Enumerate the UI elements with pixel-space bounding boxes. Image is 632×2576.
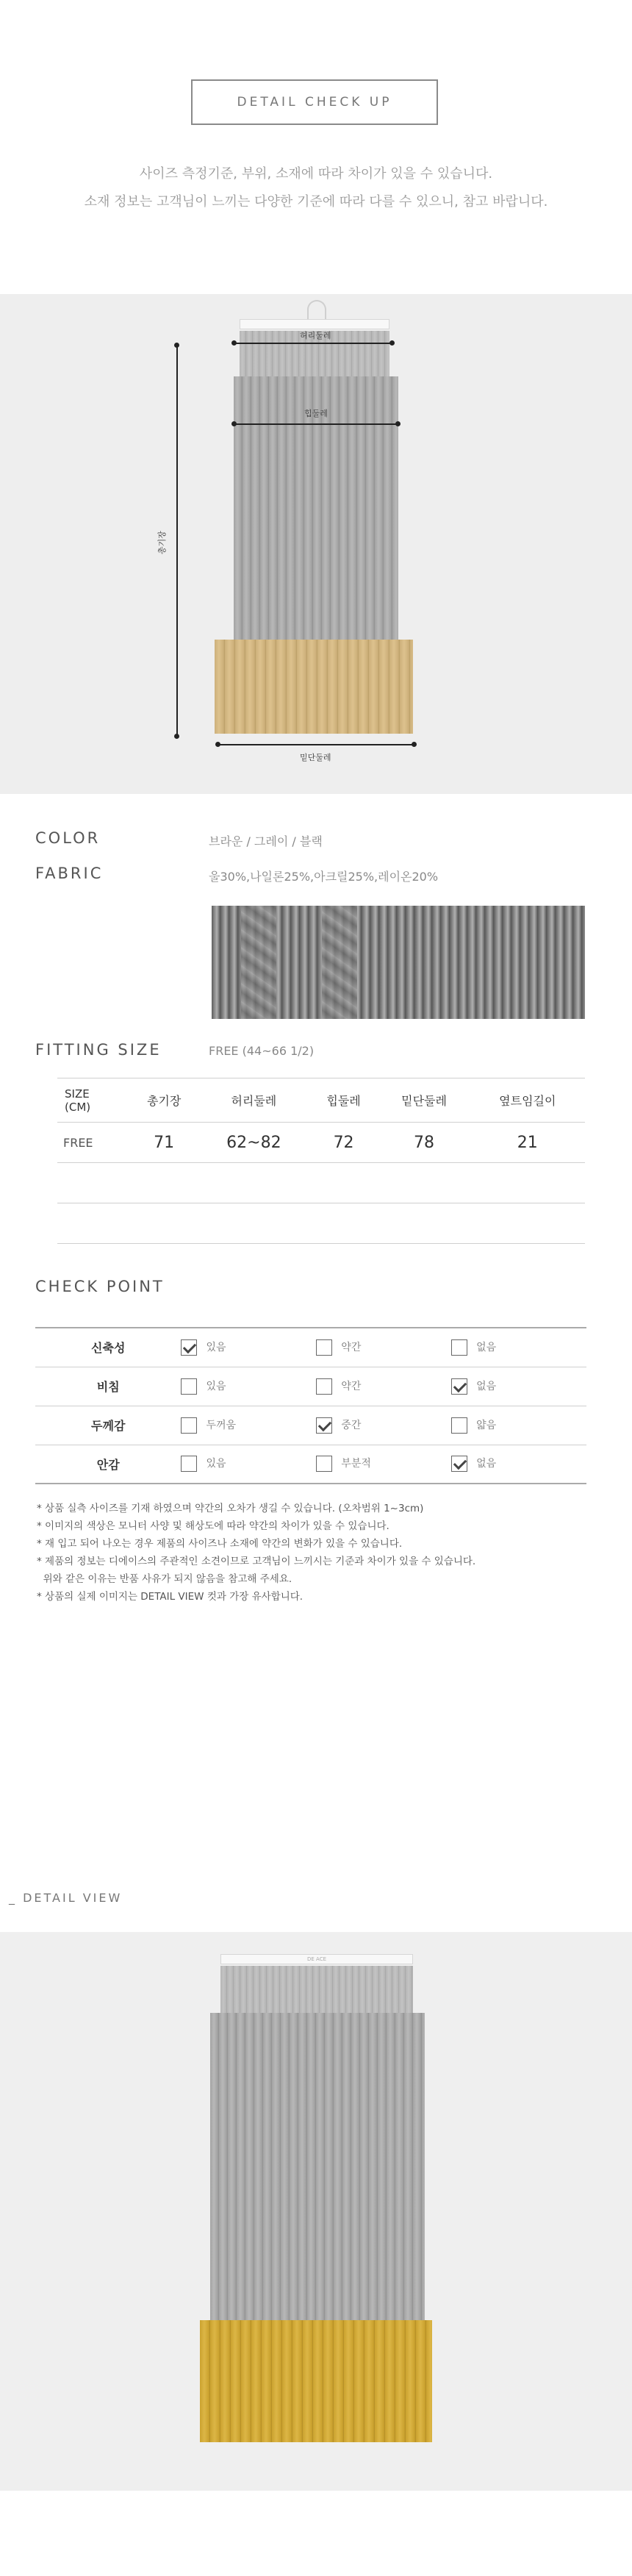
check-option (451, 1445, 586, 1484)
check-option (316, 1445, 451, 1484)
measure-dot (215, 742, 220, 747)
size-header-cell: 총기장 (129, 1078, 198, 1123)
check-option (181, 1367, 316, 1406)
waist-measure-line (234, 343, 392, 344)
size-cell: FREE (57, 1123, 129, 1163)
size-header-cell: 밑단둘레 (378, 1078, 470, 1123)
note-line: * 제품의 정보는 디에이스의 주관적인 소견이므로 고객님이 느끼시는 기준과 차이가 있을 수 있습니다. (37, 1556, 476, 1567)
checkbox (451, 1378, 467, 1395)
section-title-box (191, 79, 438, 125)
hem-label: 밑단둘레 (300, 753, 331, 762)
size-header-cell: 허리둘레 (198, 1078, 309, 1123)
check-option-label: 중간 (341, 1419, 362, 1431)
check-option (451, 1367, 586, 1406)
check-option (181, 1328, 316, 1367)
size-cell: 71 (129, 1123, 198, 1163)
checkbox (181, 1417, 197, 1434)
hanger-hook (307, 300, 326, 319)
fabric-value: 울30%,나일론25%,아크릴25%,레이온20% (209, 870, 439, 884)
color-value: 브라운 / 그레이 / 블랙 (209, 834, 323, 848)
measure-dot (174, 734, 179, 739)
note-line: 위와 같은 이유는 반품 사유가 되지 않음을 참고해 주세요. (37, 1573, 292, 1585)
checkbox (451, 1339, 467, 1356)
check-option (181, 1406, 316, 1445)
check-option-label: 없음 (476, 1341, 497, 1353)
detail-view-photo (0, 1932, 632, 2491)
check-option (316, 1367, 451, 1406)
fitting-size-value: FREE (44~66 1/2) (209, 1044, 315, 1058)
skirt-waistband (220, 1966, 413, 2014)
length-measure-line (176, 346, 178, 737)
check-row (35, 1328, 586, 1367)
hem-measure-line (218, 744, 414, 745)
check-option-label: 없음 (476, 1380, 497, 1392)
note-line: * 상품 실측 사이즈를 기재 하였으며 약간의 오차가 생길 수 있습니다. (오차범위 1~3cm) (37, 1503, 424, 1514)
checkbox (451, 1417, 467, 1434)
skirt-body (210, 2013, 425, 2322)
check-category: 두께감 (35, 1406, 181, 1445)
detail-view-label: _ DETAIL VIEW (9, 1891, 123, 1905)
intro-line-2: 소재 정보는 고객님이 느끼는 다양한 기준에 따라 다를 수 있으니, 참고 바랍니다. (84, 194, 548, 210)
checkbox (316, 1456, 332, 1472)
fabric-key: FABRIC (35, 865, 104, 882)
measure-dot (231, 421, 237, 426)
check-option (451, 1328, 586, 1367)
check-point-title: CHECK POINT (35, 1278, 165, 1295)
size-cell: 72 (309, 1123, 378, 1163)
table-row-empty (57, 1203, 585, 1244)
size-header-cell: 힙둘레 (309, 1078, 378, 1123)
check-point-table (35, 1327, 586, 1484)
section-title: DETAIL CHECK UP (237, 95, 392, 110)
check-option-label: 있음 (206, 1380, 226, 1392)
note-line: * 상품의 실제 이미지는 DETAIL VIEW 컷과 가장 유사합니다. (37, 1591, 304, 1603)
notes-list (37, 1500, 475, 1606)
checkbox (451, 1456, 467, 1472)
hanger-brand: DE ACE (306, 1956, 326, 1962)
size-header-cell (57, 1078, 129, 1123)
check-option (316, 1328, 451, 1367)
skirt-hem-band (200, 2320, 432, 2442)
size-header-cell: 옆트임길이 (470, 1078, 585, 1123)
check-option (316, 1406, 451, 1445)
checkbox (316, 1417, 332, 1434)
check-category: 신축성 (35, 1328, 181, 1367)
cable-pattern (241, 906, 276, 1019)
measure-dot (395, 421, 401, 426)
checkbox (181, 1339, 197, 1356)
size-cell: 62~82 (198, 1123, 309, 1163)
size-cell: 21 (470, 1123, 585, 1163)
size-table (57, 1078, 585, 1244)
check-row (35, 1406, 586, 1445)
intro-line-1: 사이즈 측정기준, 부위, 소재에 따라 차이가 있을 수 있습니다. (139, 166, 493, 182)
measurement-photo (0, 294, 632, 794)
check-option-label: 있음 (206, 1341, 226, 1353)
waist-label: 허리둘레 (300, 331, 331, 340)
length-label: 총기장 (157, 531, 167, 554)
checkbox (316, 1378, 332, 1395)
size-cell: 78 (378, 1123, 470, 1163)
hip-label: 힙둘레 (304, 409, 328, 418)
color-key: COLOR (35, 829, 101, 847)
check-option-label: 두꺼움 (206, 1419, 237, 1431)
check-option-label: 얇음 (476, 1419, 497, 1431)
check-option-label: 약간 (341, 1341, 362, 1353)
check-option-label: 있음 (206, 1458, 226, 1470)
check-option-label: 부분적 (341, 1458, 371, 1470)
note-line: * 재 입고 되어 나오는 경우 제품의 사이즈나 소재에 약간의 변화가 있을 수 있습니다. (37, 1538, 403, 1550)
checkbox (181, 1378, 197, 1395)
hanger-bar (240, 319, 389, 329)
skirt-hem-band (215, 640, 413, 734)
check-option-label: 없음 (476, 1458, 497, 1470)
size-table-header (57, 1078, 585, 1123)
measure-dot (389, 340, 395, 346)
fabric-swatch-image (212, 906, 585, 1019)
check-category: 안감 (35, 1445, 181, 1484)
hanger-bar (220, 1954, 413, 1964)
table-row (57, 1123, 585, 1163)
note-line: * 이미지의 색상은 모니터 사양 및 해상도에 따라 약간의 차이가 있을 수 있습니다. (37, 1520, 389, 1532)
check-category: 비침 (35, 1367, 181, 1406)
check-row (35, 1445, 586, 1484)
measure-dot (174, 343, 179, 348)
check-row (35, 1367, 586, 1406)
check-option (451, 1406, 586, 1445)
measure-dot (412, 742, 417, 747)
checkbox (316, 1339, 332, 1356)
measure-dot (231, 340, 237, 346)
check-option (181, 1445, 316, 1484)
size-header-text: SIZE (CM) (65, 1087, 91, 1114)
check-option-label: 약간 (341, 1380, 362, 1392)
fitting-size-key: FITTING SIZE (35, 1041, 162, 1059)
checkbox (181, 1456, 197, 1472)
cable-pattern (322, 906, 357, 1019)
hip-measure-line (234, 423, 398, 425)
table-row-empty (57, 1163, 585, 1203)
